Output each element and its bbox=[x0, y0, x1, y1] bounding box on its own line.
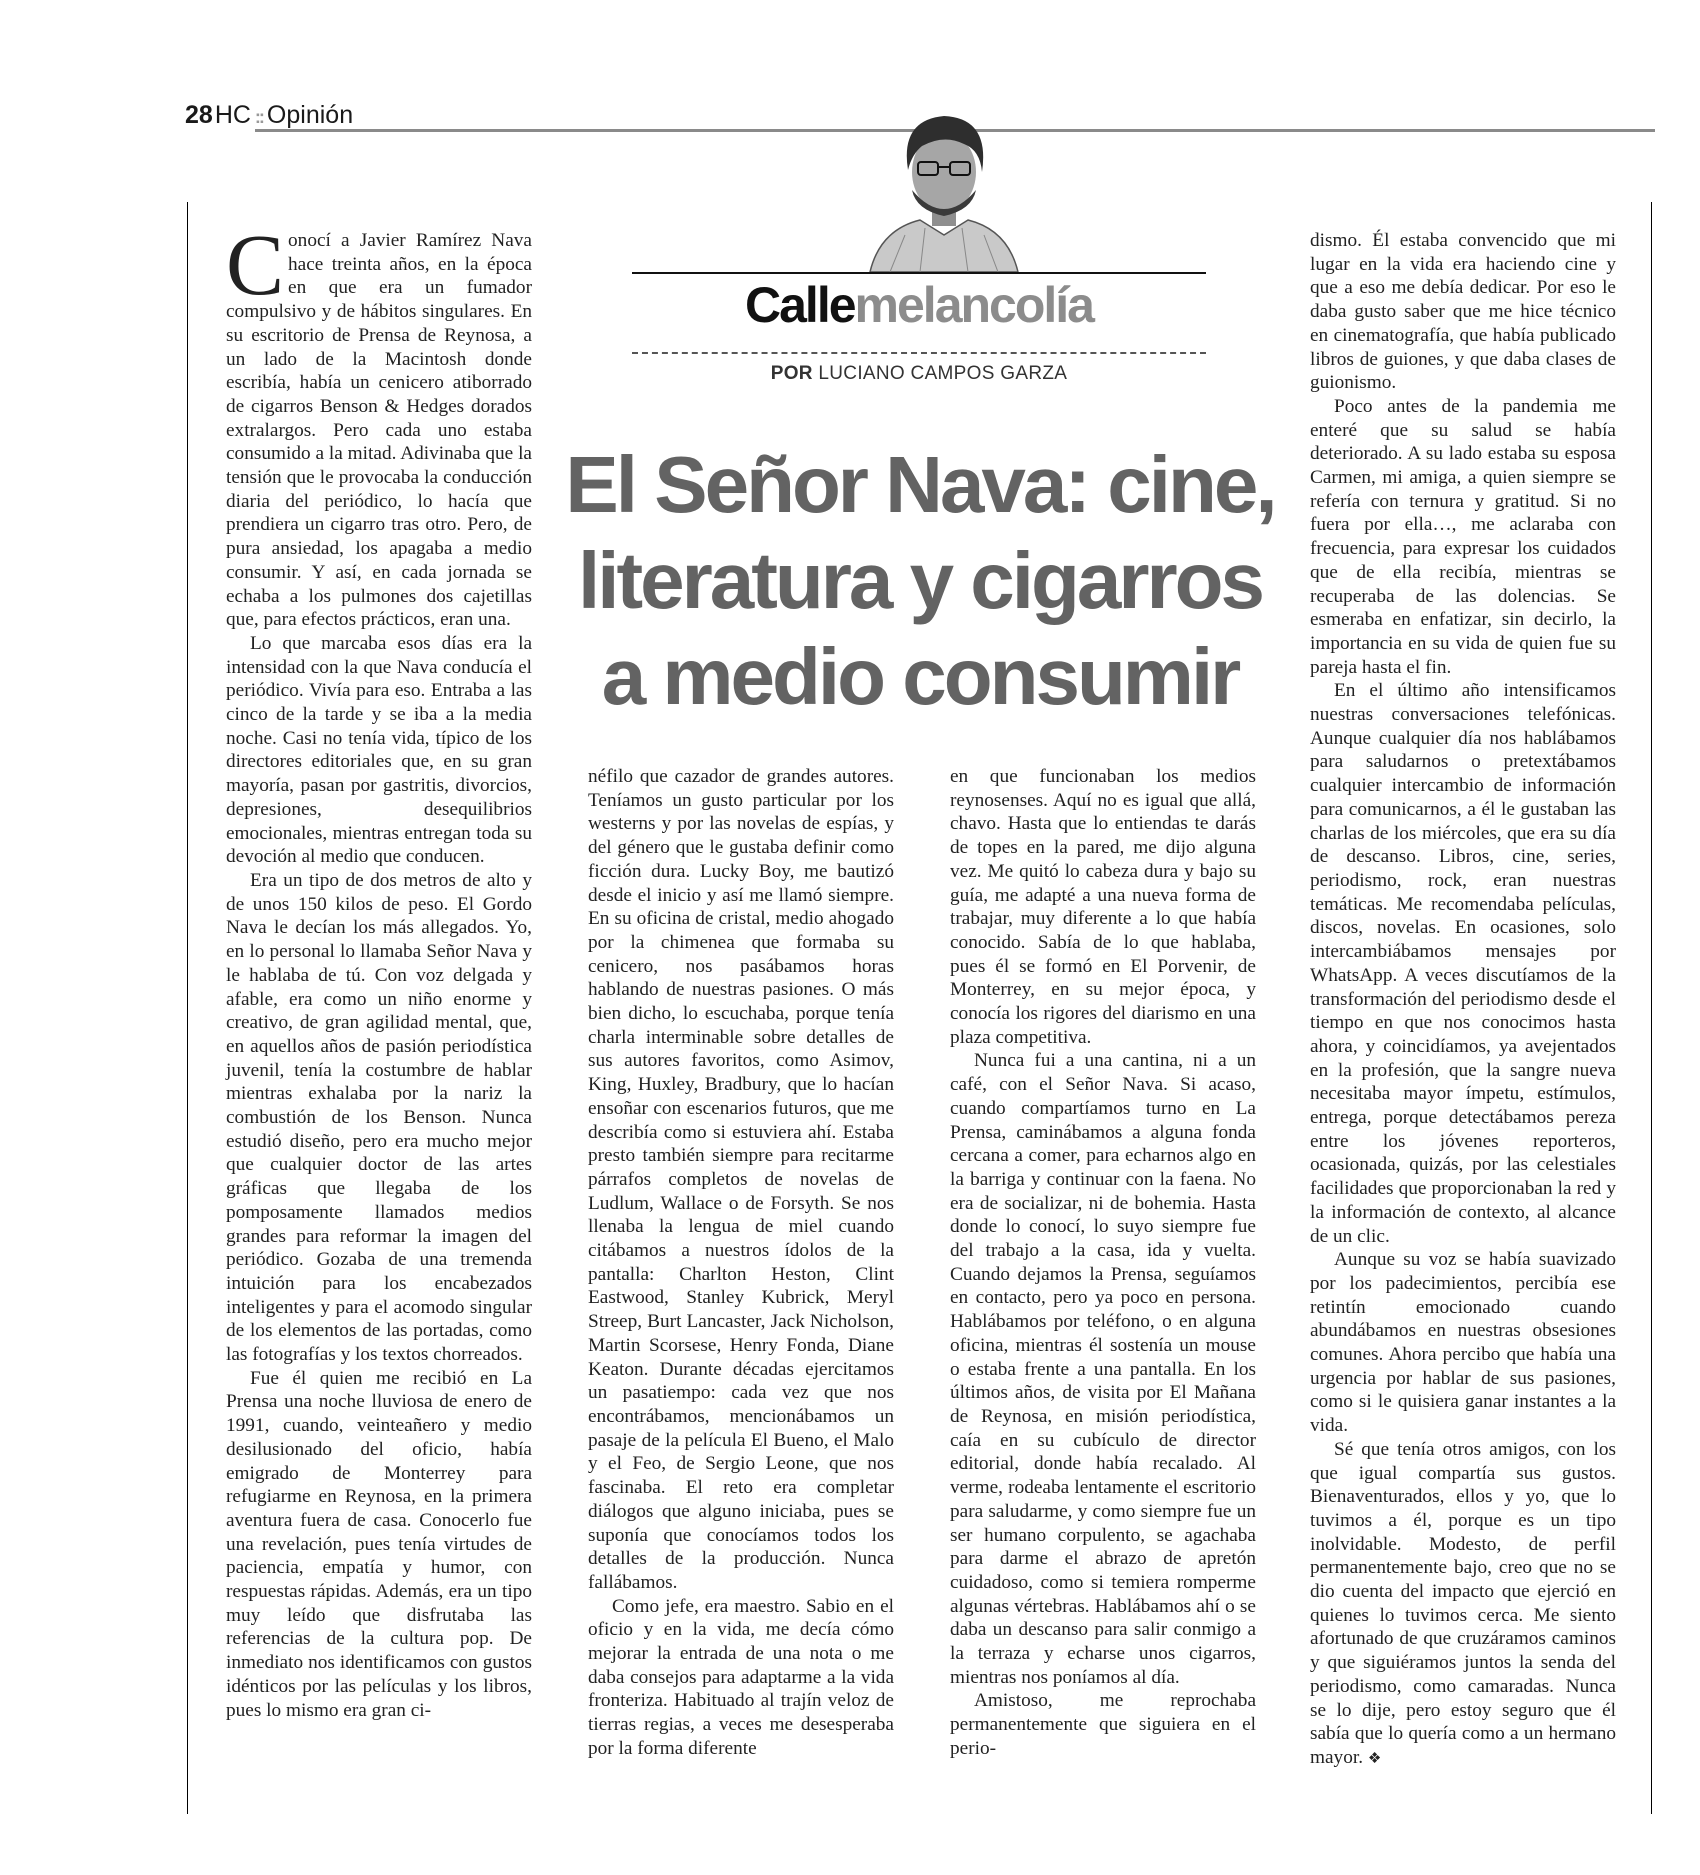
paragraph: Fue él quien me recibió en La Prensa una noche lluviosa de enero de 1991, cuando, veinteañero y medio desilusionado del oficio, había emigrado de Monterrey para refugiarme en Reynosa, en la primera aventura fuera de casa. Conocerlo fue una revelación, pues tenía virtudes de paciencia, empatía y humor, con respuestas rápidas. Además, era un tipo muy leído que disfrutaba las referencias de la cultura pop. De inmediato nos identificamos con gustos idénticos por las películas y los libros, pues lo mismo era gran ci- bbox=[226, 1367, 532, 1721]
byline bbox=[632, 363, 1206, 385]
paragraph bbox=[226, 216, 532, 632]
paragraph-text: Sé que tenía otros amigos, con los que igual compartía sus gustos. Bienaventurados, ellos y yo, que lo tuvimos a él, porque es un tipo inolvidable. Modesto, de perfil permanentemente bajo, creo que no se dio cuenta del impacto que ejerció en quienes lo tuvimos cerca. Me siento afortunado de que cruzáramos caminos y que siguiéramos juntos la senda del periodismo, como camaradas. Nunca se lo dije, pero estoy seguro que él sabía que lo quería como a un hermano mayor. bbox=[1310, 1438, 1616, 1768]
section-name: Opinión bbox=[266, 101, 354, 129]
byline-prefix: POR bbox=[770, 363, 813, 384]
column-title-part1: Calle bbox=[745, 277, 855, 333]
article-column-4 bbox=[1310, 229, 1616, 1772]
paragraph: Aunque su voz se había suavizado por los padecimientos, percibía ese retintín emocionado cuando abundábamos en nuestras obsesiones comunes. Ahora percibo que había una urgencia por hablar de sus pasiones, como si le quisiera ganar instantes a la vida. bbox=[1310, 1249, 1616, 1437]
paragraph: Como jefe, era maestro. Sabio en el oficio y en la vida, me decía cómo mejorar la entrada de una nota o me daba consejos para adaptarme a la vida fronteriza. Habituado al trajín veloz de tierras regias, a veces me desesperaba por la forma diferente bbox=[588, 1595, 894, 1759]
column-title-part2: melancolía bbox=[854, 277, 1093, 333]
column-title-dashed-rule bbox=[632, 352, 1206, 354]
byline-author: LUCIANO CAMPOS GARZA bbox=[818, 363, 1068, 384]
paragraph: dismo. Él estaba convencido que mi lugar en la vida era haciendo cine y que a eso me debía dedicar. Por eso le daba gusto saber que me hice técnico en cinematografía, que había publicado libros de guiones, y que daba clases de guionismo. bbox=[1310, 230, 1616, 394]
page-header bbox=[185, 101, 353, 130]
paragraph: En el último año intensificamos nuestras conversaciones telefónicas. Aunque cualquier día nos hablábamos para saludarnos o pretextábamos cualquier intercambio de información para comunicarnos, a él le gustaban las charlas de los miércoles, que era su día de descanso. Libros, cine, series, periodismo, rock, eran nuestras temáticas. Me recomendaba películas, discos, novelas. En ocasiones, solo intercambiábamos mensajes por WhatsApp. A veces discutíamos de la transformación del periodismo desde el tiempo en que nos conocimos hasta ahora, y coincidíamos, ya avejentados en la profesión, que la sangre nueva necesitaba mayor ímpetu, estímulos, entrega, porque detectábamos pereza entre los jóvenes reporteros, ocasionada, quizás, por las celestiales facilidades que proporcionaban la red y la información de contexto, al alcance de un clic. bbox=[1310, 680, 1616, 1247]
right-column-rule bbox=[1651, 202, 1652, 1814]
paragraph: Nunca fui a una cantina, ni a un café, con el Señor Nava. Si acaso, cuando compartíamos turno en La Prensa, caminábamos a alguna fonda cercana a comer, para echarnos algo en la barriga y continuar con la faena. No era de socializar, ni de bohemia. Hasta donde lo conocí, lo suyo siempre fue del trabajo a la casa, ida y vuelta. Cuando dejamos la Prensa, seguíamos en contacto, pero ya poco en persona. Hablábamos por teléfono, o en alguna oficina, mientras él sostenía un mouse o estaba frente a una pantalla. En los últimos años, de visita por El Mañana de Reynosa, en misión periodística, caía en su cubículo de director editorial, donde había recalado. Al verme, rodeaba lentamente el escritorio para saludarme, y como siempre fue un ser humano corpulento, se agachaba para darme el abrazo de apretón cuidadoso, como si temiera romperme algunas vértebras. Hablábamos ahí o se daba un descanso para salir conmigo a la terraza y echarse unos cigarros, mientras nos poníamos al día. bbox=[950, 1050, 1256, 1688]
author-portrait bbox=[860, 110, 1028, 272]
column-title bbox=[632, 276, 1206, 334]
paragraph: Poco antes de la pandemia me enteré que su salud se había deteriorado. A su lado estaba su esposa Carmen, mi amiga, a quien siempre se refería con ternura y gratitud. Si no fuera por ella…, me aclaraba con frecuencia, para expresar los cuidados que de ella recibía, mientras se recuperaba de las dolencias. Se esmeraba en enfatizar, sin decirlo, la importancia en su vida de quien fue su pareja hasta el fin. bbox=[1310, 395, 1616, 678]
paragraph: Era un tipo de dos metros de alto y de unos 150 kilos de peso. El Gordo Nava le decían los más allegados. Yo, en lo personal lo llamaba Señor Nava y le hablaba de tú. Con voz delgada y afable, era como un niño enorme y creativo, de gran agilidad mental, que, en aquellos años de pasión periodística juvenil, tenía la costumbre de hablar mientras exhalaba por la nariz la combustión de los Benson. Nunca estudió diseño, pero era mucho mejor que cualquier doctor de las artes gráficas que llegaba de los pomposamente llamados medios grandes para reformar la imagen del periódico. Gozaba de una tremenda intuición para los encabezados inteligentes y para el acomodo singular de los elementos de las portadas, como las fotografías y los textos chorreados. bbox=[226, 869, 532, 1366]
end-mark-icon: ❖ bbox=[1367, 1751, 1382, 1767]
column-title-rule bbox=[632, 272, 1206, 274]
paragraph: néfilo que cazador de grandes autores. Teníamos un gusto particular por los westerns y por las novelas de espías, y del género que le gustaba definir como ficción dura. Lucky Boy, me bautizó desde el inicio y así me llamó siempre. En su oficina de cristal, medio ahogado por la chimenea que formaba su cenicero, nos pasábamos horas hablando de nuestras pasiones. O más bien dicho, lo escuchaba, porque tenía charla interminable sobre detalles de sus autores favoritos, como Asimov, King, Huxley, Bradbury, que lo hacían ensoñar con escenarios futuros, que me describía como si estuviera ahí. Estaba presto también siempre para recitarme párrafos completos de novelas de Ludlum, Wallace o de Forsyth. Se nos llenaba la lengua de miel cuando citábamos a nuestros ídolos de la pantalla: Charlton Heston, Clint Eastwood, Stanley Kubrick, Meryl Streep, Burt Lancaster, Jack Nicholson, Martin Scorsese, Henry Fonda, Diane Keaton. Durante décadas ejercitamos un pasatiempo: cada vez que nos encontrábamos, mencionábamos un pasaje de la película El Bueno, el Malo y el Feo, de Sergio Leone, que nos fascinaba. El reto era completar diálogos que alguno iniciaba, pues se suponía que conocíamos todos los detalles de la producción. Nunca fallábamos. bbox=[588, 766, 894, 1593]
article-column-3 bbox=[950, 765, 1256, 1761]
publication-name: HC bbox=[214, 101, 251, 129]
article-column-2 bbox=[588, 765, 894, 1761]
paragraph-text: onocí a Javier Ramírez Nava hace treinta años, en la época en que era un fumador compulsivo y de hábitos singulares. En su escritorio de Prensa de Reynosa, a un lado de la Macintosh donde escribía, había un cenicero atiborrado de cigarros Benson & Hedges dorados extralargos. Pero cada uno estaba consumido a la mitad. Adivinaba que la tensión que le provocaba la conducción diaria del periódico, lo hacía que prendiera un cigarro tras otro. Pero, de pura ansiedad, los apagaba a medio consumir. Y así, en cada jornada se echaba a los pulmones dos cajetillas que, para efectos prácticos, eran una. bbox=[226, 230, 532, 631]
header-separator: :: bbox=[254, 107, 263, 127]
page-number: 28 bbox=[185, 101, 213, 129]
article-column-1 bbox=[226, 216, 532, 1722]
left-column-rule bbox=[187, 202, 188, 1814]
paragraph: Amistoso, me reprochaba permanentemente que siguiera en el perio- bbox=[950, 1690, 1256, 1759]
paragraph bbox=[1310, 1438, 1616, 1772]
article-headline: El Señor Nava: cine, literatura y cigarros a medio consumir bbox=[565, 440, 1275, 721]
paragraph: en que funcionaban los medios reynosenses. Aquí no es igual que allá, chavo. Hasta que lo entiendas te darás de topes en la pared, me dijo alguna vez. Me quitó lo cabeza dura y bajo su guía, me adapté a una nueva forma de trabajar, muy diferente a lo que había conocido. Sabía de lo que hablaba, pues él se formó en El Porvenir, de Monterrey, en su mejor época, y conocía los rigores del diarismo en una plaza competitiva. bbox=[950, 766, 1256, 1048]
paragraph: Lo que marcaba esos días era la intensidad con la que Nava conducía el periódico. Vivía para eso. Entraba a las cinco de la tarde y se iba a la media noche. Casi no tenía vida, típico de los directores editoriales que, en su gran mayoría, pasan por gastritis, divorcios, depresiones, desequilibrios emocionales, mientras entregan toda su devoción al medio que conducen. bbox=[226, 632, 532, 868]
drop-cap: C bbox=[226, 216, 285, 313]
